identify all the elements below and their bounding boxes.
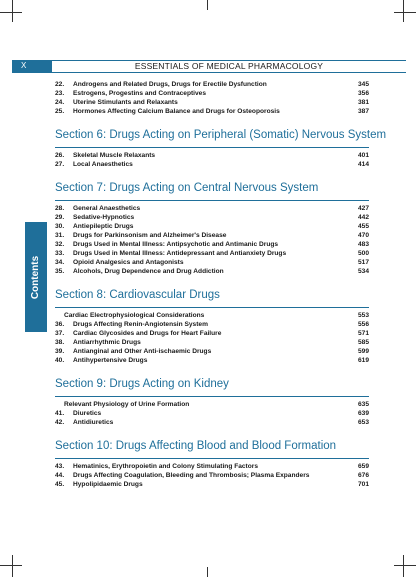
page-ref: 356 [357,90,369,97]
chapter-number: 29. [55,214,65,221]
chapter-title: Estrogens, Progestins and Contraceptives [73,90,207,97]
page-number: X [12,60,52,72]
chapter-title: Antiarrhythmic Drugs [73,339,141,346]
toc-entry-title [55,356,147,365]
chapter-number: 36. [55,321,65,328]
chapter-number: 39. [55,348,65,355]
contents-side-tab-label: Contents [30,255,42,299]
toc-entry-title [55,160,133,169]
page-ref: 455 [357,223,369,230]
toc-entry-title [55,98,178,107]
chapter-title: Uterine Stimulants and Relaxants [73,99,178,106]
chapter-title: Drugs Used in Mental Illness: Antipsychotic and Antimanic Drugs [73,241,279,248]
chapter-title: Local Anaesthetics [73,161,133,168]
crop-mark [0,12,22,13]
page-ref: 500 [357,250,369,257]
toc-entry-title [55,338,141,347]
toc-entry[interactable] [55,258,369,267]
chapter-number: 22. [55,81,65,88]
chapter-number: 35. [55,268,65,275]
crop-mark [394,565,416,566]
chapter-title: Diuretics [73,410,102,417]
toc-entry[interactable] [55,160,369,169]
toc-entry[interactable] [55,151,369,160]
toc-entry-title [55,80,267,89]
toc-entry[interactable] [55,347,369,356]
toc-entry[interactable] [55,329,369,338]
page-ref: 659 [357,463,369,470]
toc-entry[interactable] [55,89,369,98]
chapter-title: Hypolipidaemic Drugs [73,481,143,488]
toc-entry[interactable] [55,400,369,409]
toc-entry-title [55,471,309,480]
page-ref: 553 [357,312,369,319]
chapter-number: 24. [55,99,65,106]
toc-entry-title [55,320,208,329]
toc-entry[interactable] [55,240,369,249]
page-ref: 653 [357,419,369,426]
toc-entry-title [55,204,140,213]
toc-entry-title [55,231,226,240]
page-ref: 635 [357,401,369,408]
chapter-number: 31. [55,232,65,239]
toc-entry[interactable] [55,480,369,489]
section-heading: Section 7: Drugs Acting on Central Nervous System [55,181,369,201]
toc-entry[interactable] [55,222,369,231]
section-heading: Section 9: Drugs Acting on Kidney [55,377,369,397]
toc-entry[interactable] [55,471,369,480]
toc-entry-title [55,400,189,409]
toc-entry[interactable] [55,213,369,222]
chapter-title: Hormones Affecting Calcium Balance and Drugs for Osteoporosis [73,108,280,115]
toc-entry-title [55,151,155,160]
toc-entry[interactable] [55,249,369,258]
crop-mark [394,12,416,13]
page-ref: 556 [357,321,369,328]
chapter-title: Cardiac Electrophysiological Considerations [64,312,205,319]
chapter-title: Alcohols, Drug Dependence and Drug Addiction [73,268,224,275]
toc-entry[interactable] [55,267,369,276]
chapter-number: 28. [55,205,65,212]
toc-entry-title [55,213,134,222]
chapter-number: 32. [55,241,65,248]
page-ref: 442 [357,214,369,221]
page-ref: 517 [357,259,369,266]
page-ref: 571 [357,330,369,337]
chapter-title: Relevant Physiology of Urine Formation [64,401,190,408]
chapter-title: Drugs Used in Mental Illness: Antidepressant and Antianxiety Drugs [73,250,287,257]
chapter-title: Androgens and Related Drugs, Drugs for Erectile Dysfunction [73,81,267,88]
section-heading: Section 8: Cardiovascular Drugs [55,288,369,308]
page-ref: 585 [357,339,369,346]
page-ref: 387 [357,108,369,115]
contents-side-tab [25,222,47,332]
chapter-number: 42. [55,419,65,426]
toc-entry-title [55,89,206,98]
toc-entry[interactable] [55,80,369,89]
toc-entry-title [55,267,224,276]
crop-mark [12,0,13,22]
chapter-number: 41. [55,410,65,417]
page-ref: 483 [357,241,369,248]
chapter-number: 33. [55,250,65,257]
toc-entry-title [55,107,280,116]
chapter-title: Drugs Affecting Renin-Angiotensin System [73,321,208,328]
chapter-number: 23. [55,90,65,97]
toc-entry-title [55,480,143,489]
chapter-title: Antidiuretics [73,419,114,426]
page-ref: 345 [357,81,369,88]
toc-entry-title [55,249,286,258]
chapter-number: 25. [55,108,65,115]
toc-entry[interactable] [55,107,369,116]
crop-mark [12,555,13,577]
page-ref: 401 [357,152,369,159]
toc-entry[interactable] [55,356,369,365]
crop-mark [207,567,208,577]
toc-entry[interactable] [55,98,369,107]
chapter-number: 27. [55,161,65,168]
chapter-title: Sedative-Hypnotics [73,214,135,221]
chapter-title: General Anaesthetics [73,205,141,212]
page-ref: 639 [357,410,369,417]
running-head: ESSENTIALS OF MEDICAL PHARMACOLOGY [134,61,324,71]
chapter-number: 30. [55,223,65,230]
toc-entry-title [55,409,101,418]
chapter-number: 43. [55,463,65,470]
chapter-number: 44. [55,472,65,479]
chapter-title: Opioid Analgesics and Antagonists [73,259,184,266]
chapter-number: 37. [55,330,65,337]
chapter-title: Antihypertensive Drugs [73,357,148,364]
chapter-number: 26. [55,152,65,159]
page-ref: 534 [357,268,369,275]
page-ref: 414 [357,161,369,168]
section-heading: Section 6: Drugs Acting on Peripheral (Somatic) Nervous System [55,128,369,148]
toc-entry[interactable] [55,418,369,427]
page-ref: 381 [357,99,369,106]
page-ref: 619 [357,357,369,364]
toc-entry-title [55,222,133,231]
toc-entry[interactable] [55,204,369,213]
toc-entry[interactable] [55,462,369,471]
table-of-contents [55,80,387,489]
toc-entry-title [55,418,113,427]
toc-entry[interactable] [55,338,369,347]
page-ref: 427 [357,205,369,212]
page-ref: 701 [357,481,369,488]
chapter-number: 40. [55,357,65,364]
chapter-title: Antianginal and Other Anti-ischaemic Drugs [73,348,212,355]
page-ref: 599 [357,348,369,355]
toc-entry-title [55,329,221,338]
toc-entry-title [55,311,204,320]
chapter-title: Cardiac Glycosides and Drugs for Heart Failure [73,330,222,337]
toc-entry[interactable] [55,311,369,320]
crop-mark [403,555,404,577]
toc-entry-title [55,258,184,267]
toc-entry-title [55,462,258,471]
toc-entry[interactable] [55,409,369,418]
toc-entry[interactable] [55,320,369,329]
chapter-number: 34. [55,259,65,266]
chapter-title: Hematinics, Erythropoietin and Colony Stimulating Factors [73,463,259,470]
chapter-title: Drugs for Parkinsonism and Alzheimer's Disease [73,232,227,239]
chapter-title: Drugs Affecting Coagulation, Bleeding and Thrombosis; Plasma Expanders [73,472,310,479]
section-heading: Section 10: Drugs Affecting Blood and Blood Formation [55,439,369,459]
chapter-number: 45. [55,481,65,488]
toc-entry-title [55,347,211,356]
page-ref: 470 [357,232,369,239]
crop-mark [0,565,22,566]
page-ref: 676 [357,472,369,479]
toc-entry[interactable] [55,231,369,240]
crop-mark [403,0,404,22]
chapter-number: 38. [55,339,65,346]
chapter-title: Antiepileptic Drugs [73,223,134,230]
toc-entry-title [55,240,278,249]
crop-mark [207,0,208,10]
chapter-title: Skeletal Muscle Relaxants [73,152,156,159]
